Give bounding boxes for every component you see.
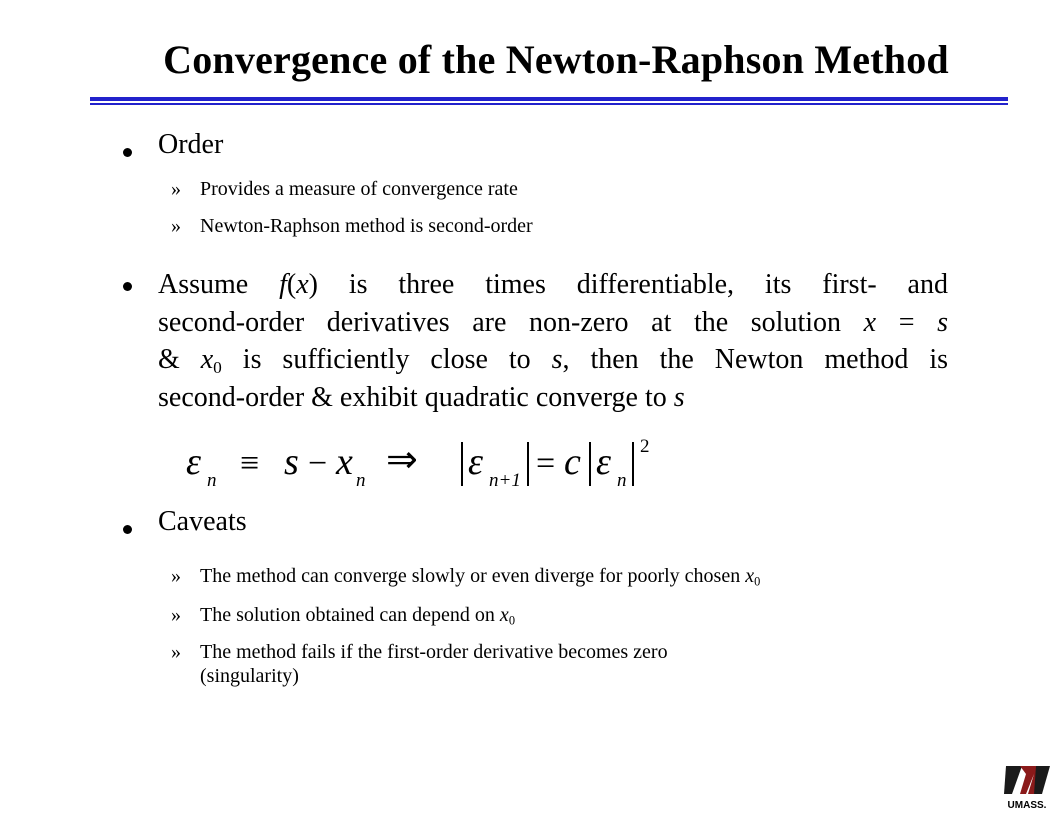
assume-line-4: second-order & exhibit quadratic converge to s [158,381,685,413]
bullet-caveats-heading: Caveats [158,506,247,537]
formula-c: c [564,441,581,483]
formula-sub-np1: n+1 [489,470,521,491]
umass-logo-text: UMASS. [1007,800,1047,810]
formula-minus: − [308,445,328,482]
assume-paragraph [158,266,948,416]
slide-title: Convergence of the Newton-Raphson Method [163,37,949,82]
formula-x: x [336,441,353,483]
formula-sub-n: n [356,470,366,491]
bullet-dot [123,282,132,291]
assume-line-3: & $x_0$ is sufficiently close to s, then the Newton method is [158,344,948,377]
formula-s: s [284,441,299,483]
sub-item-caveat-3: The method fails if the first-order derivative becomes zero (singularity) [200,641,668,687]
formula-sub-n: n [617,470,627,491]
formula-equiv: ≡ [240,445,260,482]
sub-bullet-marker: » [171,215,181,237]
title-rule-thin [90,103,1008,105]
formula-eq: = [536,445,556,482]
formula-eps: ε [468,441,483,483]
bullet-order-heading: Order [158,129,224,160]
formula-eps: ε [596,441,611,483]
bullet-dot [123,525,132,534]
bullet-dot [123,148,132,157]
sub-bullet-marker: » [171,604,181,626]
formula-exponent: 2 [640,436,650,457]
formula-sub-n: n [207,470,217,491]
umass-logo [1000,760,1054,810]
sub-bullet-marker: » [171,178,181,200]
assume-line-1: Assume f(x) is three times differentiable, its first- and [158,269,948,300]
convergence-formula [178,430,678,500]
sub-item-order-1: Provides a measure of convergence rate [200,178,518,200]
title-rule-thick [90,97,1008,101]
sub-bullet-marker: » [171,641,181,663]
sub-item-caveat-2: The solution obtained can depend on $x_0$ [200,604,516,628]
formula-eps: ε [186,441,201,483]
sub-item-order-2: Newton-Raphson method is second-order [200,215,533,237]
sub-item-caveat-1: The method can converge slowly or even diverge for poorly chosen $x_0$ [200,565,761,589]
assume-line-2: second-order derivatives are non-zero at the solution x = s [158,306,949,338]
sub-bullet-marker: » [171,565,181,587]
formula-implies: ⇒ [386,439,418,481]
